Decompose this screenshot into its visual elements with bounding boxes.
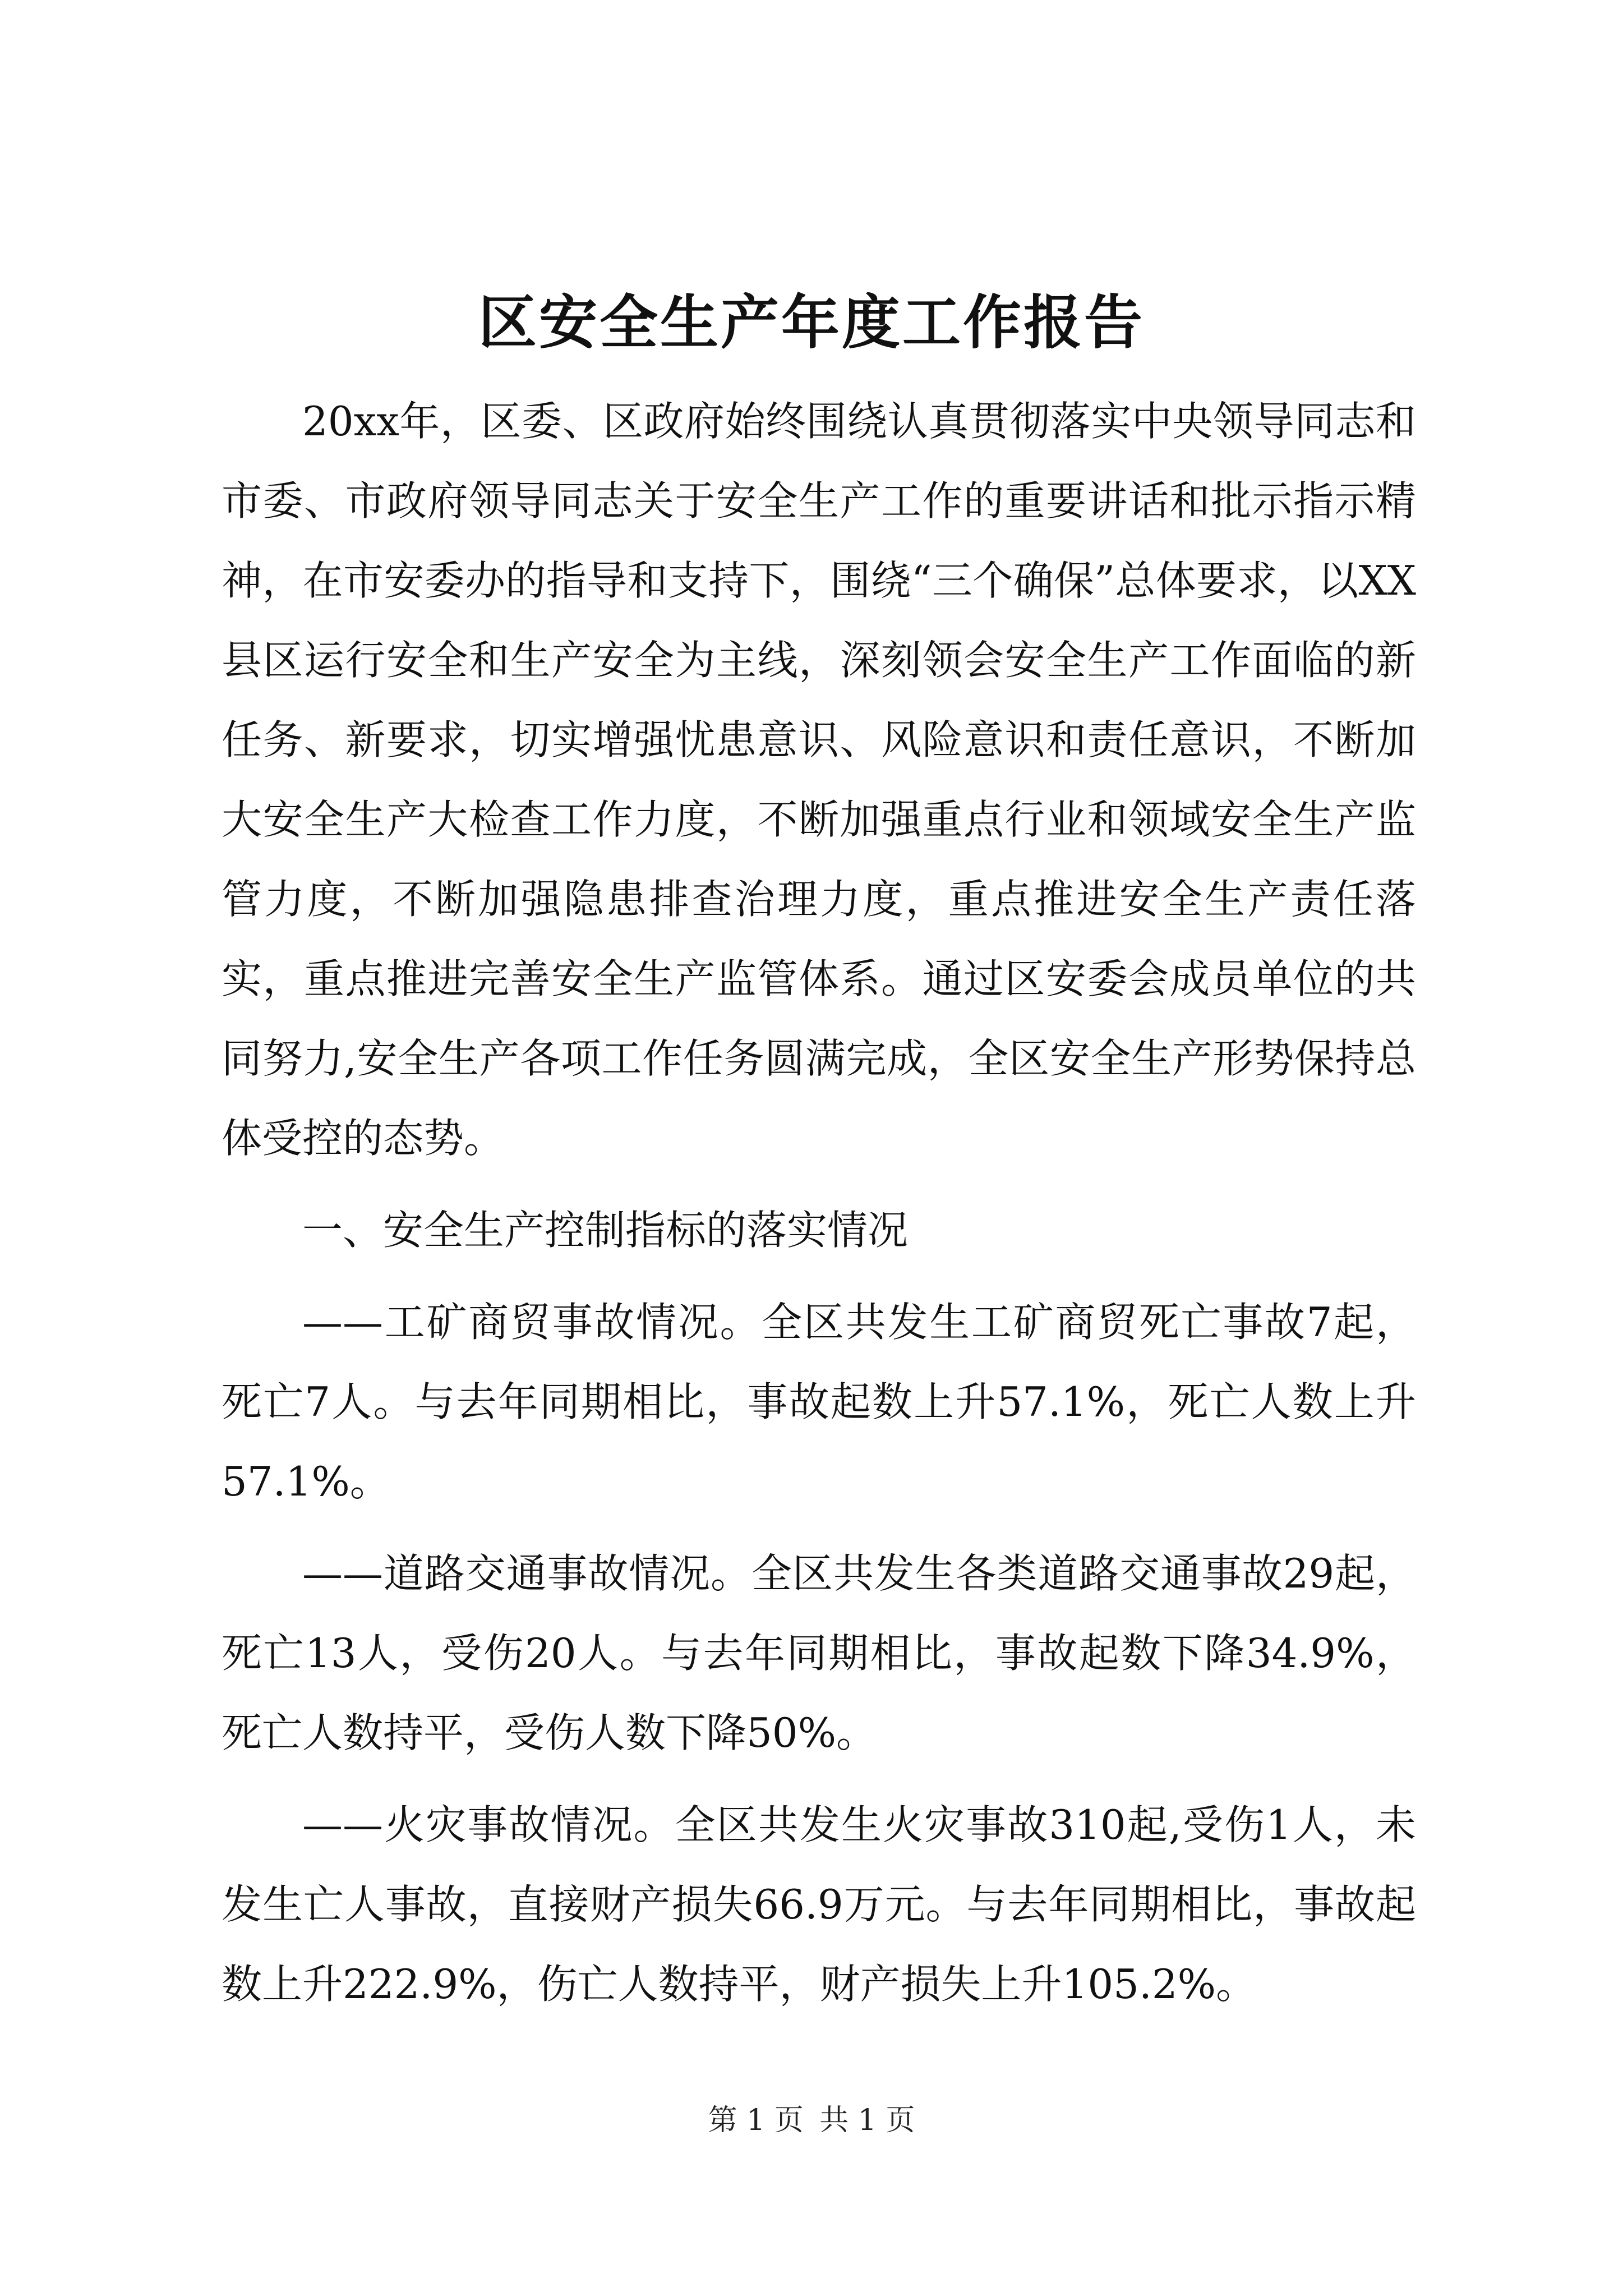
page-total: 共 1 页	[819, 2104, 915, 2137]
page-number: 第 1 页	[708, 2104, 804, 2137]
industrial-accidents-paragraph: ——工矿商贸事故情况。全区共发生工矿商贸死亡事故7起，死亡7人。与去年同期相比，事故起数上升57.1%，死亡人数上升57.1%。	[222, 1299, 1416, 1505]
page-footer	[0, 2101, 1623, 2140]
intro-paragraph: 20xx年，区委、区政府始终围绕认真贯彻落实中央领导同志和市委、市政府领导同志关于安全生产工作的重要讲话和批示指示精神，在市安委办的指导和支持下，围绕“三个确保”总体要求，以XX县区运行安全和生产安全为主线，深刻领会安全生产工作面临的新任务、新要求，切实增强忧患意识、风险意识和责任意识，不断加大安全生产大检查工作力度，不断加强重点行业和领域安全生产监管力度，不断加强隐患排查治理力度，重点推进安全生产责任落实，重点推进完善安全生产监管体系。通过区安委会成员单位的共同努力,安全生产各项工作任务圆满完成，全区安全生产形势保持总体受控的态势。	[222, 398, 1416, 1162]
fire-accidents-paragraph: ——火灾事故情况。全区共发生火灾事故310起,受伤1人，未发生亡人事故，直接财产损失66.9万元。与去年同期相比，事故起数上升222.9%，伤亡人数持平，财产损失上升105.2%。	[222, 1801, 1416, 2008]
document-body	[222, 381, 1416, 2024]
traffic-accidents-paragraph: ——道路交通事故情况。全区共发生各类道路交通事故29起，死亡13人，受伤20人。与去年同期相比，事故起数下降34.9%，死亡人数持平，受伤人数下降50%。	[222, 1550, 1416, 1756]
section-heading: 一、安全生产控制指标的落实情况	[302, 1207, 909, 1254]
document-title: 区安全生产年度工作报告	[478, 288, 1145, 357]
